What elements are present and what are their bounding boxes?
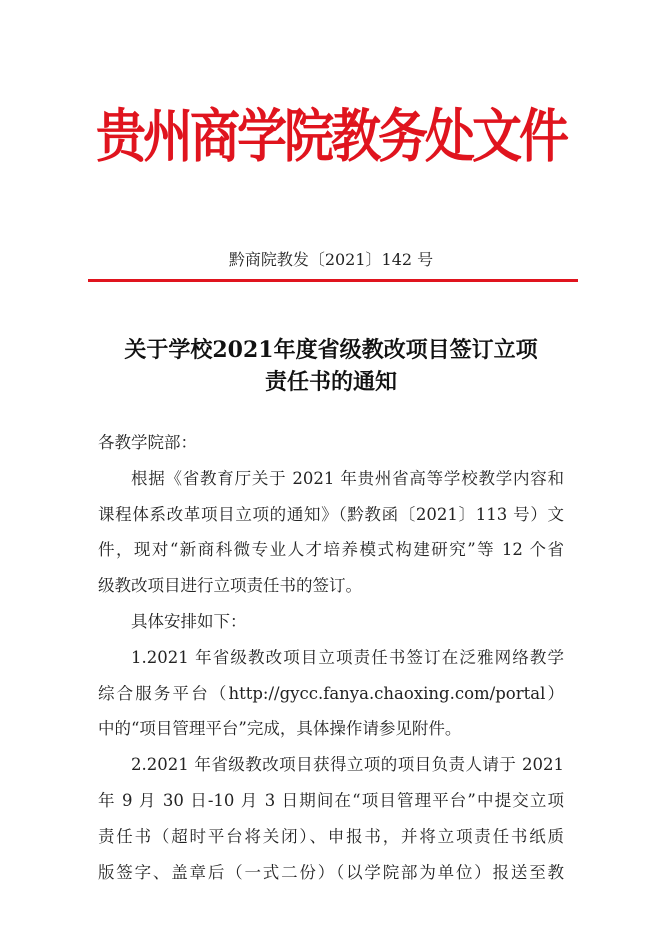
title-line: 关于学校2021年度省级教改项目签订立项 bbox=[124, 337, 538, 363]
body-line: 责任书（超时平台将关闭）、申报书，并将立项责任书纸质 bbox=[98, 826, 564, 846]
body-line: 具体安排如下： bbox=[131, 611, 247, 631]
body-line: 综合服务平台（http://gycc.fanya.chaoxing.com/portal） bbox=[98, 683, 564, 703]
document-body bbox=[98, 425, 564, 890]
body-line: 2.2021 年省级教改项目获得立项的项目负责人请于 2021 bbox=[131, 755, 564, 775]
masthead: 贵州商学院教务处文件 bbox=[96, 104, 566, 169]
document-number: 黔商院教发〔2021〕142 号 bbox=[228, 250, 434, 269]
body-line: 中的“项目管理平台”完成，具体操作请参见附件。 bbox=[98, 719, 462, 739]
notice-title bbox=[90, 334, 572, 398]
body-line: 1.2021 年省级教改项目立项责任书签订在泛雅网络教学 bbox=[131, 647, 564, 667]
body-line: 件，现对“新商科微专业人才培养模式构建研究”等 12 个省 bbox=[98, 540, 564, 560]
title-line: 责任书的通知 bbox=[264, 369, 397, 395]
body-line: 课程体系改革项目立项的通知》（黔教函〔2021〕113 号）文 bbox=[98, 504, 564, 524]
body-line: 根据《省教育厅关于 2021 年贵州省高等学校教学内容和 bbox=[131, 468, 564, 488]
red-divider bbox=[88, 279, 578, 282]
body-line: 年 9 月 30 日-10 月 3 日期间在“项目管理平台”中提交立项 bbox=[98, 790, 564, 810]
body-line: 级教改项目进行立项责任书的签订。 bbox=[98, 576, 362, 596]
salutation: 各教学院部： bbox=[98, 433, 197, 452]
body-line: 版签字、盖章后（一式二份）（以学院部为单位）报送至教 bbox=[98, 862, 564, 882]
